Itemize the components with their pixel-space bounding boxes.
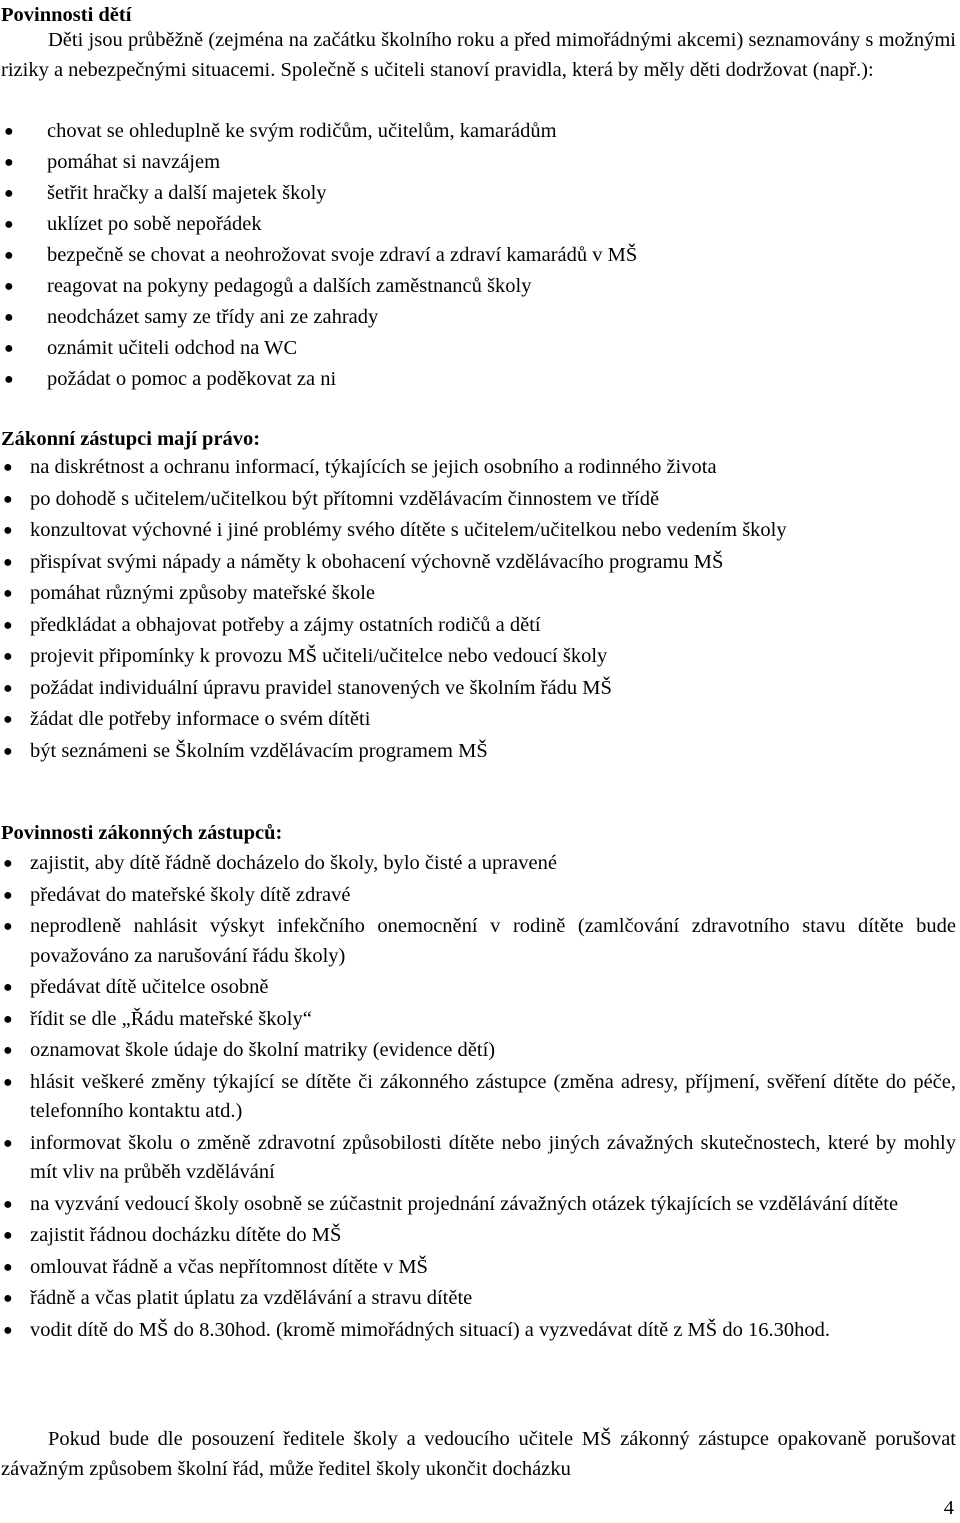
bullet-icon: ● bbox=[3, 1321, 13, 1339]
list-item: ● předávat do mateřské školy dítě zdravé bbox=[0, 881, 956, 911]
bullet-icon: ● bbox=[4, 154, 14, 171]
list-item: ● zajistit, aby dítě řádně docházelo do školy, bylo čisté a upravené bbox=[0, 849, 956, 879]
bullet-icon: ● bbox=[3, 648, 13, 665]
list-item: ● oznamovat škole údaje do školní matriky (evidence dětí) bbox=[0, 1036, 956, 1066]
child-duties-list bbox=[0, 116, 960, 395]
bullet-icon: ● bbox=[3, 1073, 13, 1091]
closing-paragraph: Pokud bude dle posouzení ředitele školy a vedoucího učitele MŠ zákonný zástupce opakovaně porušovat závažným způsobem školní řád, může ředitel školy ukončit docházku bbox=[1, 1428, 956, 1480]
list-item: ● požádat o pomoc a poděkovat za ni bbox=[0, 364, 960, 395]
list-item: ● neodcházet samy ze třídy ani ze zahrady bbox=[0, 302, 960, 333]
list-item: ● přispívat svými nápady a náměty k obohacení výchovně vzdělávacího programu MŠ bbox=[0, 548, 956, 578]
bullet-icon: ● bbox=[3, 742, 13, 760]
list-item: ● konzultovat výchovné i jiné problémy svého dítěte s učitelem/učitelkou nebo vedením školy bbox=[0, 516, 956, 546]
parent-duties-list bbox=[0, 849, 956, 1347]
bullet-icon: ● bbox=[3, 679, 13, 697]
bullet-icon: ● bbox=[3, 553, 13, 571]
bullet-icon: ● bbox=[3, 855, 13, 872]
bullet-icon: ● bbox=[3, 490, 13, 508]
bullet-icon: ● bbox=[4, 185, 14, 202]
list-item: ● neprodleně nahlásit výskyt infekčního onemocnění v rodině (zamlčování zdravotního stavu dítěte bude považováno za narušování řádu školy) bbox=[0, 912, 956, 971]
list-item: ● řádně a včas platit úplatu za vzdělávání a stravu dítěte bbox=[0, 1284, 956, 1314]
bullet-icon: ● bbox=[3, 1134, 13, 1152]
list-item: ● chovat se ohleduplně ke svým rodičům, učitelům, kamarádům bbox=[0, 116, 960, 147]
page-number: 4 bbox=[943, 1497, 954, 1519]
bullet-icon: ● bbox=[4, 309, 14, 326]
bullet-icon: ● bbox=[3, 979, 13, 996]
list-item: ● zajistit řádnou docházku dítěte do MŠ bbox=[0, 1221, 956, 1251]
parent-rights-list bbox=[0, 453, 956, 768]
bullet-icon: ● bbox=[4, 340, 14, 357]
list-item: ● informovat školu o změně zdravotní způsobilosti dítěte nebo jiných závažných skutečnostech, které by mohly mít vliv na průběh vzdělávání bbox=[0, 1129, 956, 1188]
list-item: ● být seznámeni se Školním vzdělávacím programem MŠ bbox=[0, 737, 956, 767]
list-item: ● hlásit veškeré změny týkající se dítěte či zákonného zástupce (změna adresy, příjmení, svěření dítěte do péče, telefonního kontaktu atd.) bbox=[0, 1068, 956, 1127]
intro-paragraph: Děti jsou průběžně (zejména na začátku školního roku a před mimořádnými akcemi) seznamovány s možnými riziky a nebezpečnými situacemi. Společně s učiteli stanoví pravidla, která by měly děti dodržovat (např.): bbox=[1, 29, 956, 81]
list-item: ● oznámit učiteli odchod na WC bbox=[0, 333, 960, 364]
bullet-icon: ● bbox=[3, 918, 13, 935]
bullet-icon: ● bbox=[4, 123, 14, 140]
list-item: ● projevit připomínky k provozu MŠ učiteli/učitelce nebo vedoucí školy bbox=[0, 642, 956, 672]
bullet-icon: ● bbox=[3, 1042, 13, 1059]
bullet-icon: ● bbox=[3, 459, 13, 476]
list-item: ● předkládat a obhajovat potřeby a zájmy ostatních rodičů a dětí bbox=[0, 611, 956, 641]
bullet-icon: ● bbox=[3, 1195, 13, 1213]
list-item: ● uklízet po sobě nepořádek bbox=[0, 209, 960, 240]
heading-child-duties: Povinnosti dětí bbox=[1, 4, 132, 26]
list-item: ● žádat dle potřeby informace o svém dítěti bbox=[0, 705, 956, 735]
list-item: ● na diskrétnost a ochranu informací, týkajících se jejich osobního a rodinného života bbox=[0, 453, 956, 483]
list-item: ● po dohodě s učitelem/učitelkou být přítomni vzdělávacím činnostem ve třídě bbox=[0, 485, 956, 515]
list-item: ● omlouvat řádně a včas nepřítomnost dítěte v MŠ bbox=[0, 1253, 956, 1283]
list-item: ● reagovat na pokyny pedagogů a dalších zaměstnanců školy bbox=[0, 271, 960, 302]
bullet-icon: ● bbox=[3, 585, 13, 602]
list-item: ● na vyzvání vedoucí školy osobně se zúčastnit projednání závažných otázek týkajících se vzdělávání dítěte bbox=[0, 1190, 956, 1220]
bullet-icon: ● bbox=[3, 886, 13, 904]
heading-parent-duties: Povinnosti zákonných zástupců: bbox=[1, 822, 283, 844]
list-item: ● pomáhat různými způsoby mateřské škole bbox=[0, 579, 956, 609]
list-item: ● bezpečně se chovat a neohrožovat svoje zdraví a zdraví kamarádů v MŠ bbox=[0, 240, 960, 271]
bullet-icon: ● bbox=[3, 1258, 13, 1276]
heading-parent-rights: Zákonní zástupci mají právo: bbox=[1, 428, 261, 450]
list-item: ● předávat dítě učitelce osobně bbox=[0, 973, 956, 1003]
bullet-icon: ● bbox=[3, 1010, 13, 1028]
list-item: ● požádat individuální úpravu pravidel stanovených ve školním řádu MŠ bbox=[0, 674, 956, 704]
list-item: ● řídit se dle „Řádu mateřské školy“ bbox=[0, 1005, 956, 1035]
list-item: ● pomáhat si navzájem bbox=[0, 147, 960, 178]
bullet-icon: ● bbox=[3, 1290, 13, 1307]
bullet-icon: ● bbox=[3, 1227, 13, 1244]
bullet-icon: ● bbox=[3, 522, 13, 539]
bullet-icon: ● bbox=[4, 278, 14, 295]
bullet-icon: ● bbox=[4, 371, 14, 388]
bullet-icon: ● bbox=[3, 616, 13, 634]
list-item: ● vodit dítě do MŠ do 8.30hod. (kromě mimořádných situací) a vyzvedávat dítě z MŠ do 16.30hod. bbox=[0, 1316, 956, 1346]
bullet-icon: ● bbox=[4, 247, 14, 264]
bullet-icon: ● bbox=[3, 711, 13, 728]
bullet-icon: ● bbox=[4, 216, 14, 233]
list-item: ● šetřit hračky a další majetek školy bbox=[0, 178, 960, 209]
